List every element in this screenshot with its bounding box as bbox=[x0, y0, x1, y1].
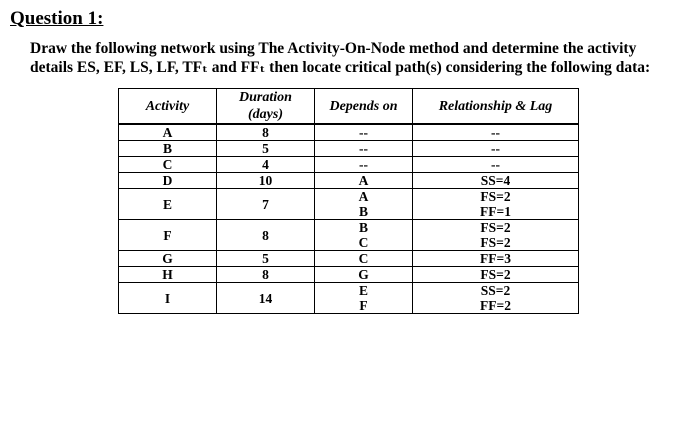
header-relationship-lag: Relationship & Lag bbox=[413, 89, 579, 125]
relationship-value: SS=4 bbox=[480, 173, 511, 188]
depends-value: C bbox=[358, 235, 369, 250]
relationship-value: FS=2 bbox=[480, 267, 511, 282]
relationship-value: -- bbox=[491, 125, 500, 140]
relationship-value: FF=1 bbox=[480, 204, 511, 219]
cell-duration: 7 bbox=[217, 189, 315, 220]
relationship-value: FF=2 bbox=[480, 298, 511, 313]
cell-activity: G bbox=[119, 251, 217, 267]
depends-value: -- bbox=[359, 125, 368, 140]
relationship-value: FS=2 bbox=[480, 189, 511, 204]
table-row bbox=[119, 251, 579, 267]
cell-activity: I bbox=[119, 283, 217, 314]
depends-value: -- bbox=[359, 157, 368, 172]
header-duration bbox=[217, 89, 315, 125]
header-activity: Activity bbox=[119, 89, 217, 125]
cell-duration: 8 bbox=[217, 220, 315, 251]
cell-depends-on bbox=[315, 124, 413, 141]
table-row bbox=[119, 189, 579, 220]
table-row bbox=[119, 283, 579, 314]
question-heading: Question 1: bbox=[10, 8, 104, 29]
cell-depends-on bbox=[315, 189, 413, 220]
cell-relationship-lag bbox=[413, 141, 579, 157]
cell-depends-on bbox=[315, 267, 413, 283]
cell-depends-on bbox=[315, 173, 413, 189]
cell-depends-on bbox=[315, 157, 413, 173]
relationship-value: FF=3 bbox=[480, 251, 511, 266]
depends-value: C bbox=[358, 251, 369, 266]
depends-value: E bbox=[358, 283, 368, 298]
table-body bbox=[119, 124, 579, 314]
table-row bbox=[119, 173, 579, 189]
cell-relationship-lag bbox=[413, 283, 579, 314]
table-row bbox=[119, 157, 579, 173]
instruction-line: Draw the following network using The Activity-On-Node method and determine the activity bbox=[30, 40, 637, 57]
depends-value: G bbox=[358, 267, 369, 282]
depends-value: F bbox=[359, 298, 368, 313]
cell-duration: 5 bbox=[217, 141, 315, 157]
cell-depends-on bbox=[315, 220, 413, 251]
cell-relationship-lag bbox=[413, 189, 579, 220]
table-row bbox=[119, 220, 579, 251]
cell-activity: B bbox=[119, 141, 217, 157]
cell-depends-on bbox=[315, 283, 413, 314]
depends-value: A bbox=[358, 189, 369, 204]
depends-value: A bbox=[358, 173, 369, 188]
relationship-value: -- bbox=[491, 157, 500, 172]
relationship-value: SS=2 bbox=[480, 283, 511, 298]
cell-depends-on bbox=[315, 141, 413, 157]
cell-relationship-lag bbox=[413, 220, 579, 251]
header-duration-line2: (days) bbox=[248, 107, 283, 122]
cell-activity: E bbox=[119, 189, 217, 220]
table-row bbox=[119, 124, 579, 141]
cell-duration: 10 bbox=[217, 173, 315, 189]
table-header-row bbox=[119, 89, 579, 125]
cell-duration: 14 bbox=[217, 283, 315, 314]
cell-relationship-lag bbox=[413, 157, 579, 173]
cell-relationship-lag bbox=[413, 124, 579, 141]
depends-value: -- bbox=[359, 141, 368, 156]
cell-relationship-lag bbox=[413, 251, 579, 267]
cell-duration: 4 bbox=[217, 157, 315, 173]
cell-depends-on bbox=[315, 251, 413, 267]
cell-activity: F bbox=[119, 220, 217, 251]
relationship-value: -- bbox=[491, 141, 500, 156]
cell-relationship-lag bbox=[413, 267, 579, 283]
question-instructions bbox=[30, 39, 670, 77]
cell-activity: H bbox=[119, 267, 217, 283]
header-depends-on: Depends on bbox=[315, 89, 413, 125]
relationship-value: FS=2 bbox=[480, 220, 511, 235]
header-duration-line1: Duration bbox=[239, 90, 292, 105]
cell-activity: A bbox=[119, 124, 217, 141]
cell-activity: C bbox=[119, 157, 217, 173]
depends-value: B bbox=[358, 204, 368, 219]
cell-relationship-lag bbox=[413, 173, 579, 189]
cell-activity: D bbox=[119, 173, 217, 189]
table-row bbox=[119, 141, 579, 157]
activity-table bbox=[118, 88, 579, 314]
cell-duration: 5 bbox=[217, 251, 315, 267]
relationship-value: FS=2 bbox=[480, 235, 511, 250]
depends-value: B bbox=[358, 220, 368, 235]
table-row bbox=[119, 267, 579, 283]
cell-duration: 8 bbox=[217, 267, 315, 283]
cell-duration: 8 bbox=[217, 124, 315, 141]
instruction-line: details ES, EF, LS, LF, TFₜ and FFₜ then locate critical path(s) considering the following data: bbox=[30, 59, 651, 76]
